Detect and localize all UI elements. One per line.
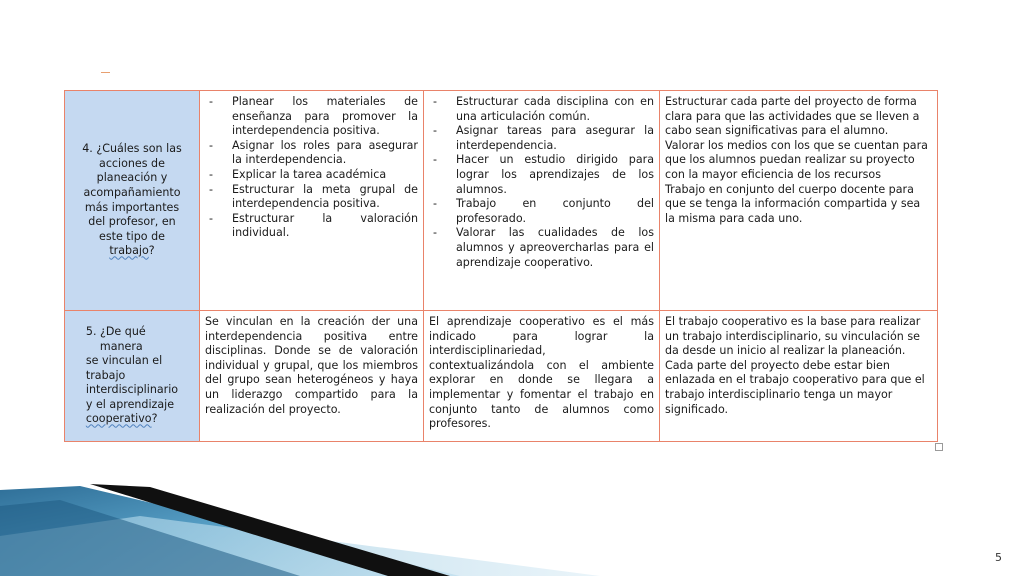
- question-line: 5. ¿De qué: [85, 324, 146, 338]
- spellcheck-word: cooperativo: [85, 412, 152, 426]
- table-row-question-4: [65, 91, 938, 311]
- question-line: este tipo de: [99, 229, 165, 243]
- table-row-question-5: [65, 311, 938, 442]
- answer-cell-4-3: [660, 91, 938, 311]
- list-item: - Explicar la tarea académica: [205, 168, 418, 183]
- question-line: acciones de: [99, 156, 165, 170]
- answer-cell-5-3: El trabajo cooperativo es la base para realizar un trabajo interdisciplinario, su vinculación se da desde un inicio al realizar la planeación. Cada parte del proyecto debe estar bien enlazada en el trabajo cooperativo para que el trabajo interdisciplinario tenga un mayor significado.: [660, 311, 938, 442]
- paragraph: Estructurar cada parte del proyecto de forma clara para que las actividades que se lleven a cabo sean significativas para el alumno.: [665, 95, 920, 138]
- slide-number: 5: [995, 551, 1002, 564]
- decorative-swoosh: [0, 476, 600, 576]
- question-line: se vinculan el: [85, 354, 163, 368]
- question-mark: ?: [151, 412, 158, 426]
- paragraph: Trabajo en conjunto del cuerpo docente para que se tenga la información compartida y sea la misma para cada uno.: [665, 182, 921, 225]
- question-line: 4. ¿Cuáles son las: [82, 142, 182, 156]
- spellcheck-word: trabajo: [109, 244, 149, 258]
- question-line: y el aprendizaje: [85, 397, 175, 411]
- answer-cell-4-1: [200, 91, 424, 311]
- question-line: interdisciplinario: [85, 383, 179, 397]
- resize-handle[interactable]: [935, 443, 943, 451]
- list-item: - Estructurar la valoración individual.: [205, 212, 418, 241]
- question-mark: ?: [148, 244, 155, 258]
- list-item: - Asignar los roles para asegurar la interdependencia.: [205, 139, 418, 168]
- list-item: - Planear los materiales de enseñanza para promover la interdependencia positiva.: [205, 95, 418, 139]
- list-item: - Asignar tareas para asegurar la interdependencia.: [429, 124, 654, 153]
- decorative-dash: [101, 72, 110, 73]
- question-line: manera: [99, 339, 143, 353]
- answer-cell-4-2: [424, 91, 660, 311]
- answer-cell-5-2: El aprendizaje cooperativo es el más indicado para lograr la interdisciplinariedad, contextualizándola con el ambiente explorar en donde se llegara a implementar y fomentar el trabajo en conjunto tanto de alumnos como profesores.: [424, 311, 660, 442]
- question-line: más importantes: [84, 200, 180, 214]
- question-cell-5: [65, 311, 200, 442]
- list-item: - Estructurar cada disciplina con en una articulación común.: [429, 95, 654, 124]
- answers-table: [64, 90, 938, 442]
- list-item: - Valorar las cualidades de los alumnos y apreovercharlas para el aprendizaje cooperativo.: [429, 226, 654, 270]
- question-line: planeación y: [96, 171, 168, 185]
- question-line: trabajo: [85, 368, 126, 382]
- paragraph: Valorar los medios con los que se cuentan para que los alumnos puedan realizar su proyecto con la mayor eficiencia de los recursos: [665, 138, 928, 181]
- question-cell-4: [65, 91, 200, 311]
- list-item: - Estructurar la meta grupal de interdependencia positiva.: [205, 183, 418, 212]
- list-item: - Trabajo en conjunto del profesorado.: [429, 197, 654, 226]
- question-line: del profesor, en: [88, 215, 176, 229]
- answer-cell-5-1: Se vinculan en la creación der una interdependencia positiva entre disciplinas. Donde se de valoración individual y grupal, que los miembros del grupo sean heterogéneos y haya un liderazgo compartido para la realización del proyecto.: [200, 311, 424, 442]
- list-item: - Hacer un estudio dirigido para lograr los aprendizajes de los alumnos.: [429, 153, 654, 197]
- question-line: acompañamiento: [83, 185, 181, 199]
